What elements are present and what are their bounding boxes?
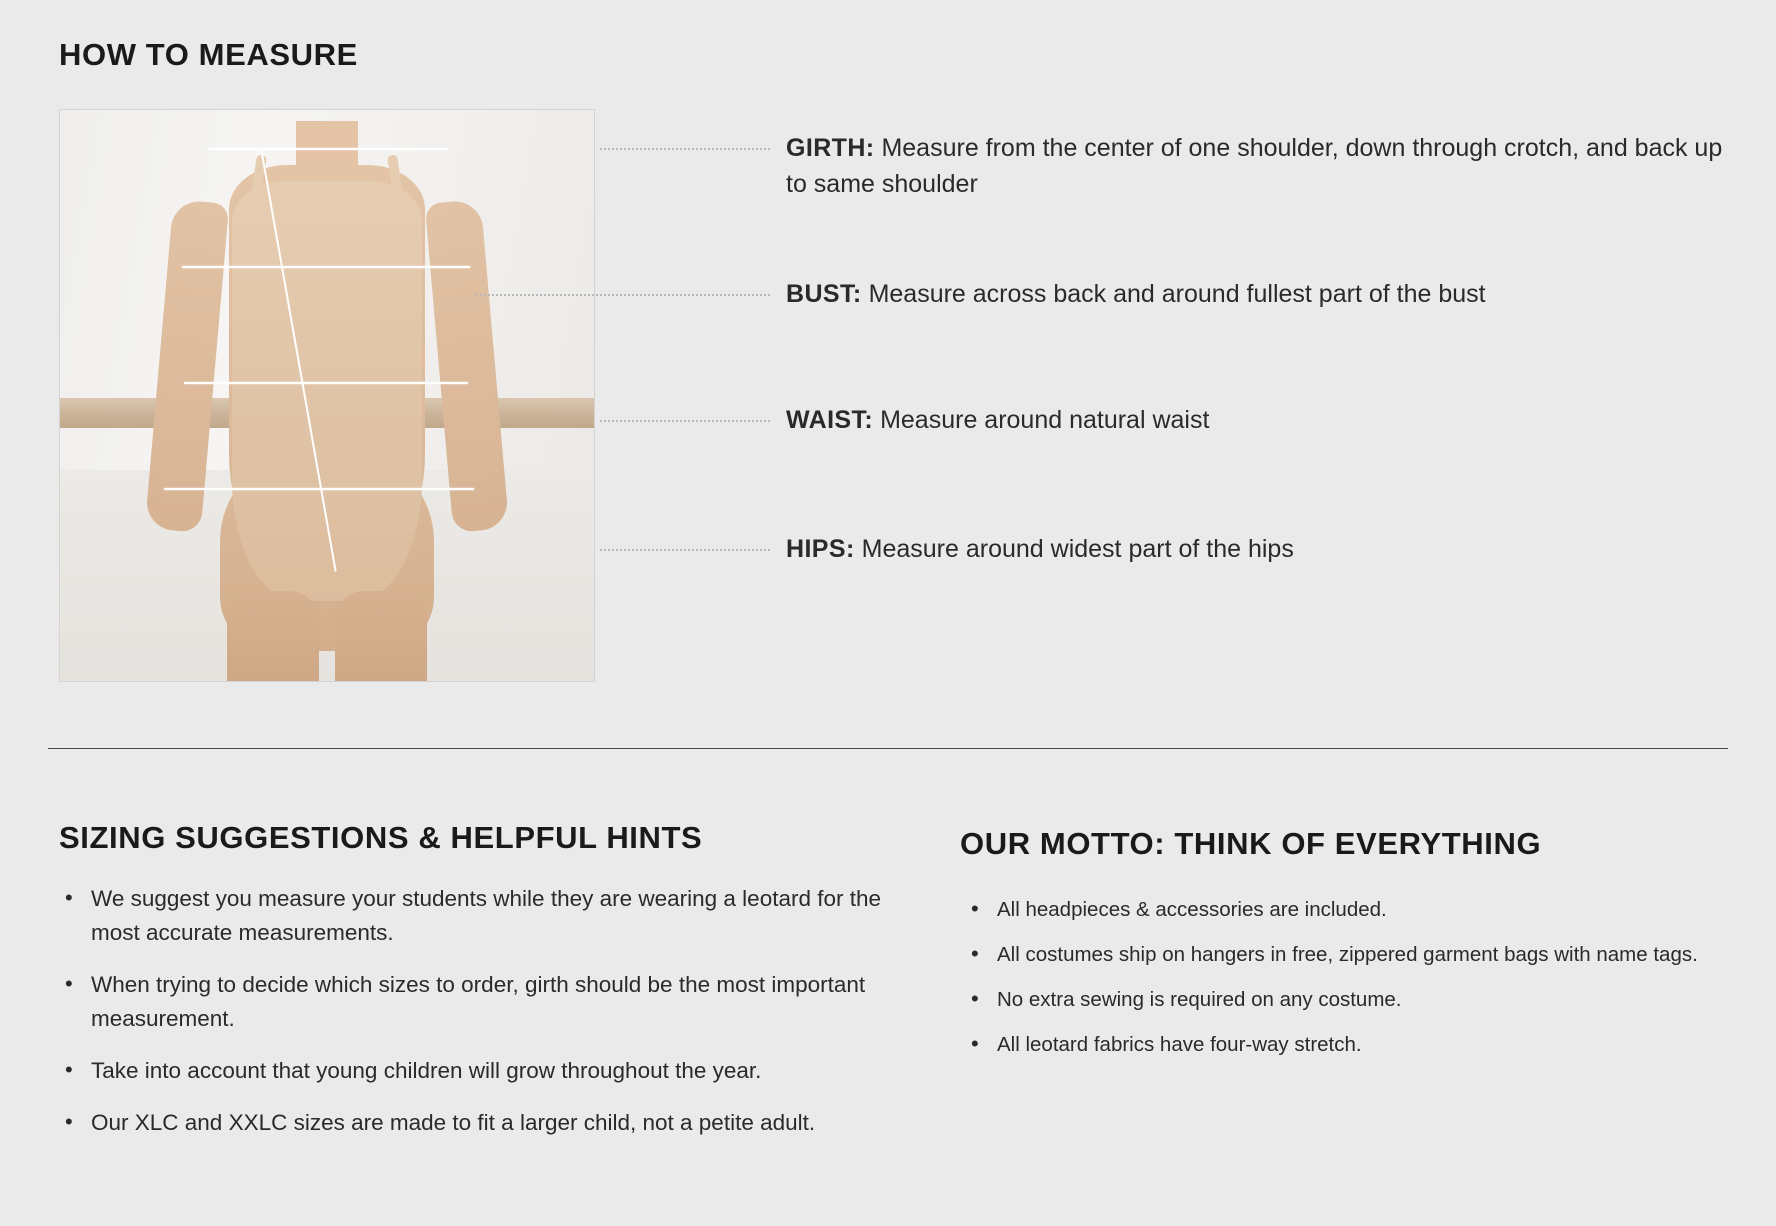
shoulder-line [208,148,448,150]
our-motto-title: OUR MOTTO: THINK OF EVERYTHING [960,826,1542,861]
measurement-row-bust [786,276,1736,312]
measurement-row-girth [786,130,1736,202]
horizontal-divider [48,748,1728,749]
leotard [232,181,422,601]
list-item: • All costumes ship on hangers in free, zippered garment bags with name tags. [965,939,1755,971]
leader-line-bust [476,294,770,296]
list-item: • Our XLC and XXLC sizes are made to fit a larger child, not a petite adult. [59,1106,919,1140]
list-item: • All leotard fabrics have four-way stretch. [965,1029,1755,1061]
measurement-key-girth: GIRTH: [786,134,875,162]
list-item: • No extra sewing is required on any costume. [965,984,1755,1016]
measurement-row-waist [786,402,1736,438]
measurement-desc-hips: Measure around widest part of the hips [861,535,1294,563]
waist-line [184,382,468,384]
how-to-measure-photo [59,109,595,682]
list-item: • All headpieces & accessories are included. [965,894,1755,926]
sizing-suggestions-title: SIZING SUGGESTIONS & HELPFUL HINTS [59,820,703,855]
dancer-figure [201,121,453,681]
leader-line-waist [600,420,770,422]
list-item: • We suggest you measure your students while they are wearing a leotard for the most accurate measurements. [59,882,919,950]
measurement-desc-girth: Measure from the center of one shoulder, down through crotch, and back up to same shoulder [786,134,1723,198]
list-item: • Take into account that young children will grow throughout the year. [59,1054,919,1088]
measurement-key-hips: HIPS: [786,535,855,563]
how-to-measure-title: HOW TO MEASURE [59,37,358,72]
measurement-row-hips [786,531,1736,567]
measurement-key-bust: BUST: [786,280,862,308]
right-leg [335,591,427,682]
left-leg [227,591,319,682]
measurement-desc-waist: Measure around natural waist [880,406,1210,434]
sizing-suggestions-list [59,882,919,1158]
list-item: • When trying to decide which sizes to order, girth should be the most important measurement. [59,968,919,1036]
measurement-desc-bust: Measure across back and around fullest part of the bust [868,280,1486,308]
bust-line [182,266,470,268]
measurement-key-waist: WAIST: [786,406,874,434]
our-motto-list [965,894,1755,1074]
leader-line-hips [600,549,770,551]
leader-line-girth [600,148,770,150]
